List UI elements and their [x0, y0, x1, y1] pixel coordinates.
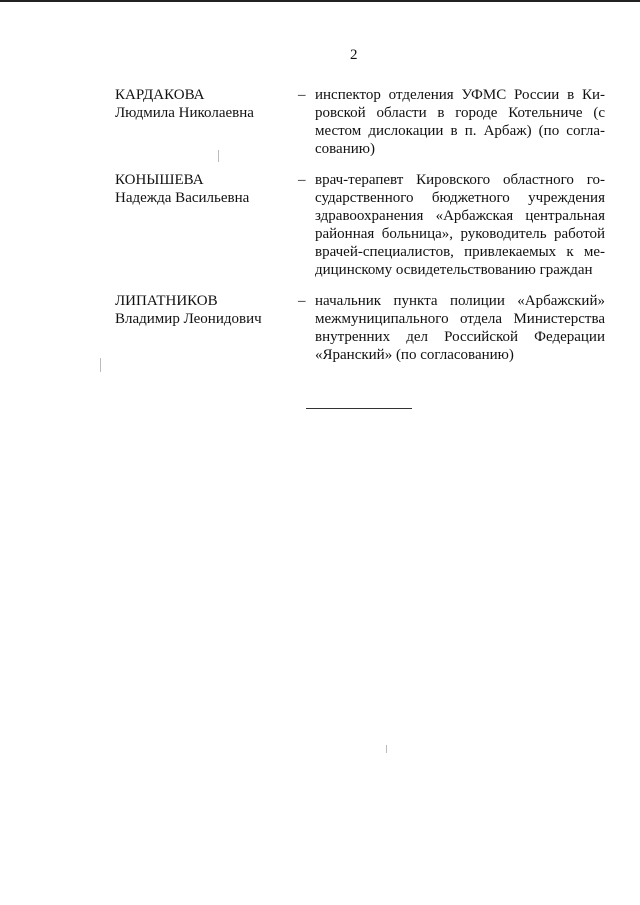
scan-speck: [100, 358, 101, 372]
description-line: внутренних дел Российской Федерации: [315, 329, 605, 346]
scan-speck: [218, 150, 219, 162]
description-line: врач-терапевт Кировского областного го-: [315, 172, 605, 188]
entry-dash: –: [298, 87, 306, 103]
description-line: межмуниципального отдела Министерства: [315, 311, 605, 328]
description-line: местом дислокации в п. Арбаж) (по согла-: [315, 123, 605, 140]
member-given-names: Надежда Васильевна: [115, 190, 250, 206]
description-line: дицинскому освидетельствованию граждан: [315, 262, 593, 279]
page-number: 2: [350, 47, 358, 63]
member-given-names: Людмила Николаевна: [115, 105, 254, 121]
closing-rule: [306, 408, 412, 409]
scan-speck: [386, 745, 387, 753]
description-line: районная больница», руководитель работой: [315, 226, 605, 243]
description-line: врачей-специалистов, привлекаемых к ме-: [315, 244, 605, 261]
description-line: инспектор отделения УФМС России в Ки-: [315, 87, 605, 103]
description-line: сударственного бюджетного учреждения: [315, 190, 605, 207]
description-line: здравоохранения «Арбажская центральная: [315, 208, 605, 225]
description-line: «Яранский» (по согласованию): [315, 347, 514, 364]
description-line: начальник пункта полиции «Арбажский»: [315, 293, 605, 309]
member-description: [315, 171, 605, 280]
member-description: [315, 86, 605, 158]
description-line: ровской области в городе Котельниче (с: [315, 105, 605, 122]
member-description: [315, 292, 605, 364]
member-surname: КОНЫШЕВА: [115, 172, 204, 188]
top-border-line: [0, 0, 640, 2]
member-surname: КАРДАКОВА: [115, 87, 205, 103]
entry-dash: –: [298, 172, 306, 188]
description-line: сованию): [315, 141, 375, 158]
entry-dash: –: [298, 293, 306, 309]
member-given-names: Владимир Леонидович: [115, 311, 262, 327]
member-surname: ЛИПАТНИКОВ: [115, 293, 218, 309]
